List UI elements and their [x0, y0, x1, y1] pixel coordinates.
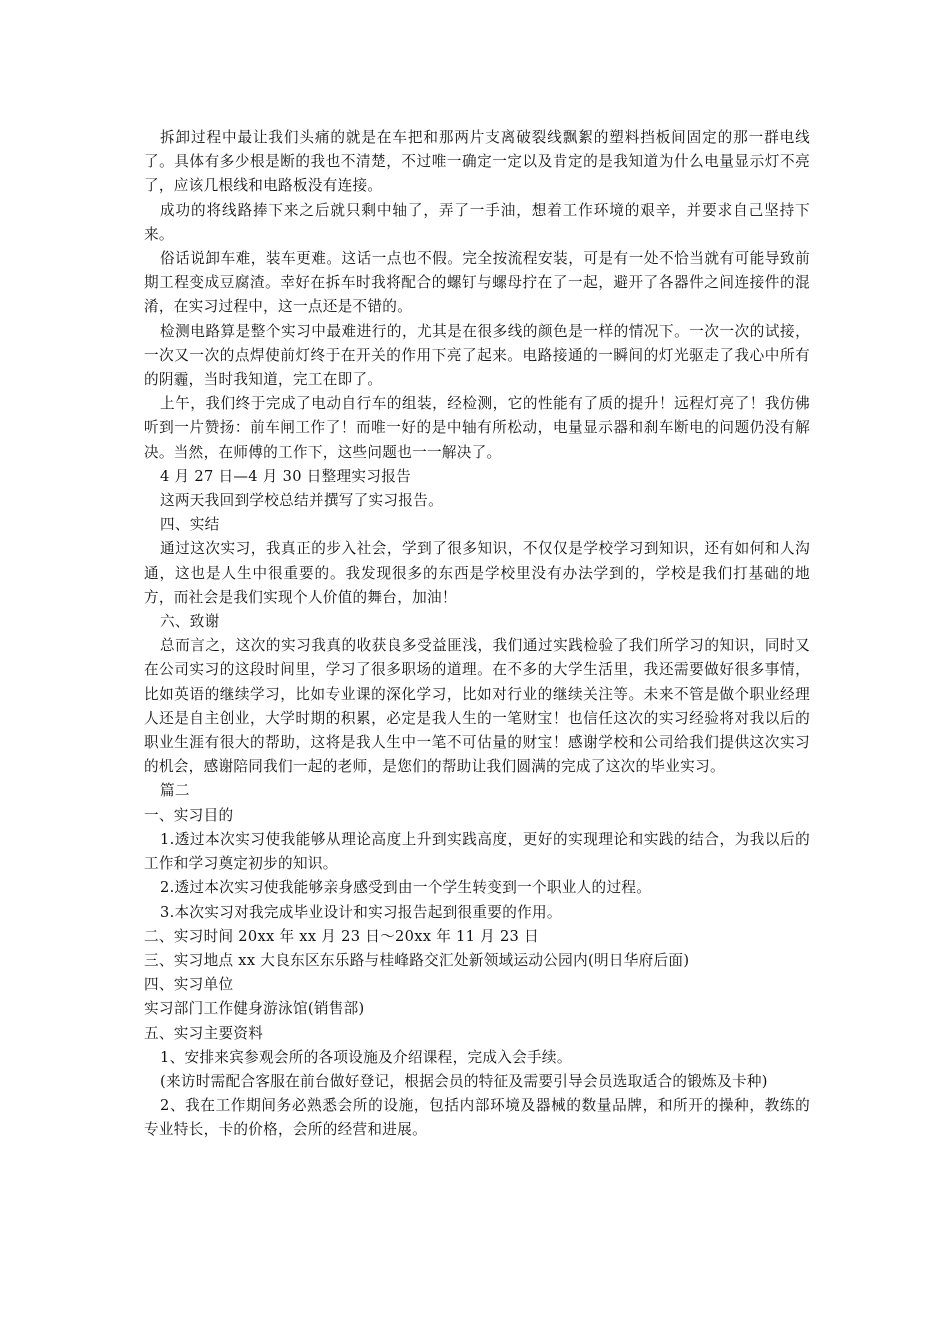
paragraph-department: 实习部门工作健身游泳馆(销售部): [144, 1000, 365, 1018]
section-heading-summary: 四、实结: [160, 516, 220, 534]
paragraph-completion: 上午，我们终于完成了电动自行车的组装，经检测，它的性能有了质的提升！远程灯亮了！我仿佛听到一片赞扬：前车闸工作了！而唯一好的是中轴有所松动，电量显示器和刹车断电的问题仍没有解决。当然，在师傅的工作下，这些问题也一一解决了。: [144, 395, 810, 461]
section-heading-purpose: 一、实习目的: [144, 806, 234, 824]
section-heading-location: 三、实习地点 xx 大良东区东乐路与桂峰路交汇处新领域运动公园内(明日华府后面): [144, 951, 690, 969]
list-item-purpose-3: 3.本次实习对我完成毕业设计和实习报告起到很重要的作用。: [160, 903, 562, 921]
list-item-content-1: 1、安排来宾参观会所的各项设施及介绍课程，完成入会手续。: [160, 1048, 572, 1066]
part-two-heading: 篇二: [160, 782, 190, 800]
paragraph-report-writing: 这两天我回到学校总结并撰写了实习报告。: [160, 492, 443, 510]
section-heading-thanks: 六、致谢: [160, 613, 220, 631]
paragraph-date-range: 4 月 27 日—4 月 30 日整理实习报告: [160, 467, 411, 485]
section-heading-content: 五、实习主要资料: [144, 1024, 264, 1042]
list-item-purpose-2: 2.透过本次实习使我能够亲身感受到由一个学生转变到一个职业人的过程。: [160, 879, 652, 897]
section-heading-time: 二、实习时间 20xx 年 xx 月 23 日～20xx 年 11 月 23 日: [144, 927, 539, 945]
paragraph-remove-lines: 成功的将线路捧下来之后就只剩中轴了，弄了一手油，想着工作环境的艰辛，并要求自己坚持下来。: [144, 201, 810, 243]
paragraph-circuit-test: 检测电路算是整个实习中最难进行的，尤其是在很多线的颜色是一样的情况下。一次一次的试接，一次又一次的点焊使前灯终于在开关的作用下亮了起来。电路接通的一瞬间的灯光驱走了我心中所有的阴霾，当时我知道，完工在即了。: [144, 322, 810, 389]
paragraph-disassembly-wires: 拆卸过程中最让我们头痛的就是在车把和那两片支离破裂线飘絮的塑料挡板间固定的那一群电线了。具体有多少根是断的我也不清楚，不过唯一确定一定以及肯定的是我知道为什么电量显示灯不亮了，应该几根线和电路板没有连接。: [144, 129, 810, 195]
paragraph-summary: 通过这次实习，我真正的步入社会，学到了很多知识，不仅仅是学校学习到知识，还有如何和人沟通，这也是人生中很重要的。我发现很多的东西是学校里没有办法学到的，学校是我们打基础的地方，而社会是我们实现个人价值的舞台，加油！: [144, 540, 810, 606]
paragraph-assembly: 俗话说卸车难，装车更难。这话一点也不假。完全按流程安装，可是有一处不恰当就有可能导致前期工程变成豆腐渣。幸好在拆车时我将配合的螺钉与螺母拧在了一起，避开了各器件之间连接件的混淆，在实习过程中，这一点还是不错的。: [144, 250, 810, 316]
list-item-purpose-1: 1.透过本次实习使我能够从理论高度上升到实践高度，更好的实现理论和实践的结合，为我以后的工作和学习奠定初步的知识。: [144, 830, 810, 873]
document-page: [144, 126, 810, 1143]
paragraph-thanks: 总而言之，这次的实习我真的收获良多受益匪浅，我们通过实践检验了我们所学习的知识，同时又在公司实习的这段时间里，学习了很多职场的道理。在不多的大学生活里，我还需要做好很多事情，比如英语的继续学习，比如专业课的深化学习，比如对行业的继续关注等。未来不管是做个职业经理人还是自主创业，大学时期的积累，必定是我人生的一笔财宝！也信任这次的实习经验将对我以后的职业生涯有很大的帮助，这将是我人生中一笔不可估量的财宝！感谢学校和公司给我们提供这次实习的机会，感谢陪同我们一起的老师，是您们的帮助让我们圆满的完成了这次的毕业实习。: [144, 637, 810, 776]
paragraph-visit-note: (来访时需配合客服在前台做好登记，根据会员的特征及需要引导会员选取适合的锻炼及卡种): [160, 1072, 768, 1090]
section-heading-unit: 四、实习单位: [144, 976, 234, 994]
list-item-content-2: 2、我在工作期间务必熟悉会所的设施，包括内部环境及器械的数量品牌，和所开的操种，教练的专业特长，卡的价格，会所的经营和进展。: [144, 1097, 810, 1139]
